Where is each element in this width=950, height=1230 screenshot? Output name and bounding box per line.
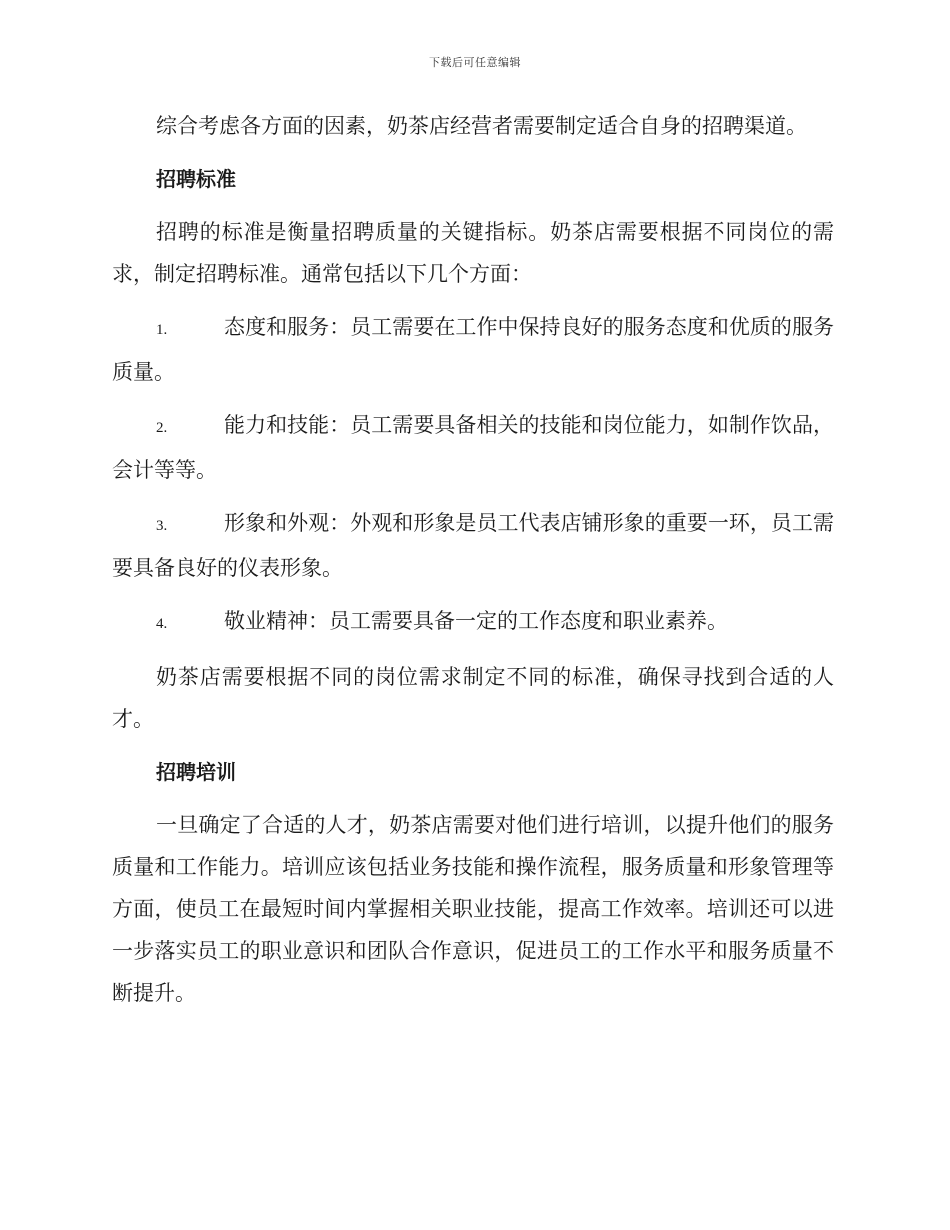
standards-intro-paragraph: 招聘的标准是衡量招聘质量的关键指标。奶茶店需要根据不同岗位的需求，制定招聘标准。通常包括以下几个方面：: [112, 220, 834, 286]
list-number: 4.: [156, 616, 168, 632]
list-item-text: 态度和服务：员工需要在工作中保持良好的服务态度和优质的服务质量。: [112, 315, 834, 384]
section-heading-recruitment-training: 招聘培训: [156, 760, 236, 784]
list-number: 1.: [156, 322, 168, 338]
list-item-text: 敬业精神：员工需要具备一定的工作态度和职业素养。: [224, 609, 728, 633]
list-item-text: 形象和外观：外观和形象是员工代表店铺形象的重要一环，员工需要具备良好的仪表形象。: [112, 511, 834, 580]
page-header: 下载后可任意编辑: [429, 56, 521, 69]
list-item: [112, 404, 834, 491]
training-paragraph: 一旦确定了合适的人才，奶茶店需要对他们进行培训，以提升他们的服务质量和工作能力。培训应该包括业务技能和操作流程，服务质量和形象管理等方面，使员工在最短时间内掌握相关职业技能，提高工作效率。培训还可以进一步落实员工的职业意识和团队合作意识，促进员工的工作水平和服务质量不断提升。: [112, 813, 834, 1005]
list-item: [112, 600, 834, 645]
list-number: 2.: [156, 420, 168, 436]
list-item: [112, 306, 834, 393]
section-heading-recruitment-standards: 招聘标准: [156, 167, 236, 191]
list-number: 3.: [156, 518, 168, 534]
list-item-text: 能力和技能：员工需要具备相关的技能和岗位能力，如制作饮品，会计等等。: [112, 413, 834, 482]
list-item: [112, 502, 834, 589]
document-body: [112, 105, 834, 1025]
standards-closing-paragraph: 奶茶店需要根据不同的岗位需求制定不同的标准，确保寻找到合适的人才。: [112, 665, 834, 731]
intro-paragraph: 综合考虑各方面的因素，奶茶店经营者需要制定适合自身的招聘渠道。: [156, 114, 807, 138]
